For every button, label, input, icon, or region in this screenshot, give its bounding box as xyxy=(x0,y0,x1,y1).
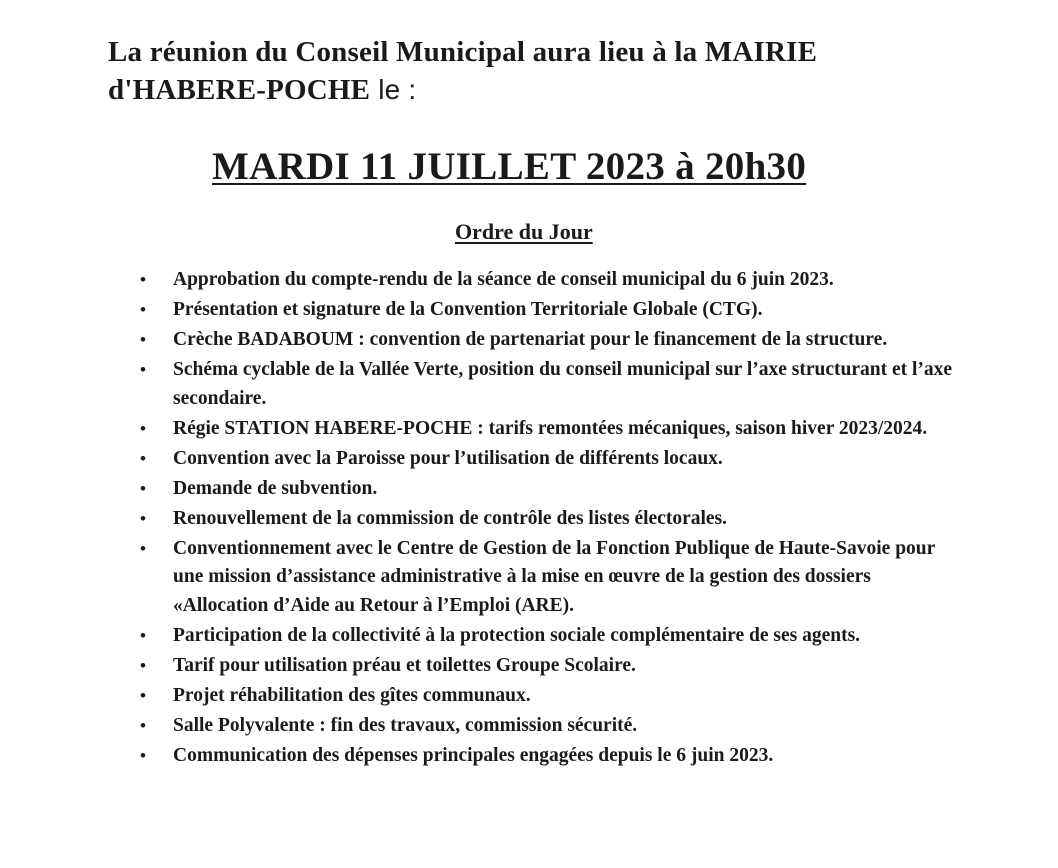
bullet-icon: • xyxy=(140,360,146,379)
bullet-icon: • xyxy=(140,685,146,705)
agenda-item-text: Convention avec la Paroisse pour l’utilisation de différents locaux. xyxy=(173,447,723,469)
agenda-item xyxy=(140,712,966,741)
bullet-icon: • xyxy=(140,418,146,438)
agenda-item-text: Approbation du compte-rendu de la séance de conseil municipal du 6 juin 2023. xyxy=(173,269,834,290)
bullet-icon: • xyxy=(140,655,146,675)
agenda-item xyxy=(140,622,966,651)
bullet-icon: • xyxy=(140,508,146,528)
intro-line-2 xyxy=(108,71,968,109)
agenda-item xyxy=(140,535,966,621)
agenda-item-text: Présentation et signature de la Convention Territoriale Globale (CTG). xyxy=(173,299,763,320)
agenda-item xyxy=(140,266,966,295)
meeting-intro xyxy=(108,33,968,109)
agenda-list xyxy=(140,266,966,772)
agenda-item xyxy=(140,326,966,355)
bullet-icon: • xyxy=(140,625,146,645)
agenda-title: Ordre du Jour xyxy=(455,219,593,244)
agenda-item-text: Tarif pour utilisation préau et toilettes Groupe Scolaire. xyxy=(173,654,636,676)
bullet-icon: • xyxy=(140,538,146,558)
intro-location-suffix: le : xyxy=(370,74,417,105)
agenda-item-text: Participation de la collectivité à la protection sociale complémentaire de ses agents. xyxy=(173,624,861,646)
agenda-item-text: Salle Polyvalente : fin des travaux, commission sécurité. xyxy=(173,714,638,736)
agenda-item xyxy=(140,652,966,681)
agenda-item-text: Projet réhabilitation des gîtes communaux. xyxy=(173,684,531,706)
bullet-icon: • xyxy=(140,478,146,498)
intro-line-1: La réunion du Conseil Municipal aura lieu à la MAIRIE xyxy=(108,36,818,68)
agenda-item-text: Conventionnement avec le Centre de Gestion de la Fonction Publique de Haute-Savoie pour une mission d’assistance administrative à la mise en œuvre de la gestion des dossiers «Allocation d’Aide au Retour à l’Emploi (ARE). xyxy=(173,537,935,616)
agenda-item xyxy=(140,415,966,444)
agenda-item-text: Schéma cyclable de la Vallée Verte, position du conseil municipal sur l’axe structurant et l’axe secondaire. xyxy=(173,359,953,409)
agenda-item xyxy=(140,356,966,413)
meeting-date: MARDI 11 JUILLET 2023 à 20h30 xyxy=(212,145,807,188)
agenda-item xyxy=(140,475,966,504)
bullet-icon: • xyxy=(140,715,146,735)
agenda-item xyxy=(140,505,966,534)
agenda-item xyxy=(140,742,966,771)
bullet-icon: • xyxy=(140,448,146,468)
agenda-item xyxy=(140,296,966,325)
agenda-item-text: Régie STATION HABERE-POCHE : tarifs remontées mécaniques, saison hiver 2023/2024. xyxy=(173,417,928,439)
bullet-icon: • xyxy=(140,745,146,765)
intro-location: d'HABERE-POCHE xyxy=(108,74,371,106)
agenda-item-text: Renouvellement de la commission de contrôle des listes électorales. xyxy=(173,507,728,529)
agenda-item xyxy=(140,682,966,711)
agenda-item-text: Demande de subvention. xyxy=(173,477,378,499)
bullet-icon: • xyxy=(140,270,146,289)
agenda-item-text: Communication des dépenses principales engagées depuis le 6 juin 2023. xyxy=(173,744,774,766)
bullet-icon: • xyxy=(140,300,146,319)
bullet-icon: • xyxy=(140,330,146,349)
agenda-item xyxy=(140,445,966,474)
agenda-item-text: Crèche BADABOUM : convention de partenariat pour le financement de la structure. xyxy=(173,329,888,350)
